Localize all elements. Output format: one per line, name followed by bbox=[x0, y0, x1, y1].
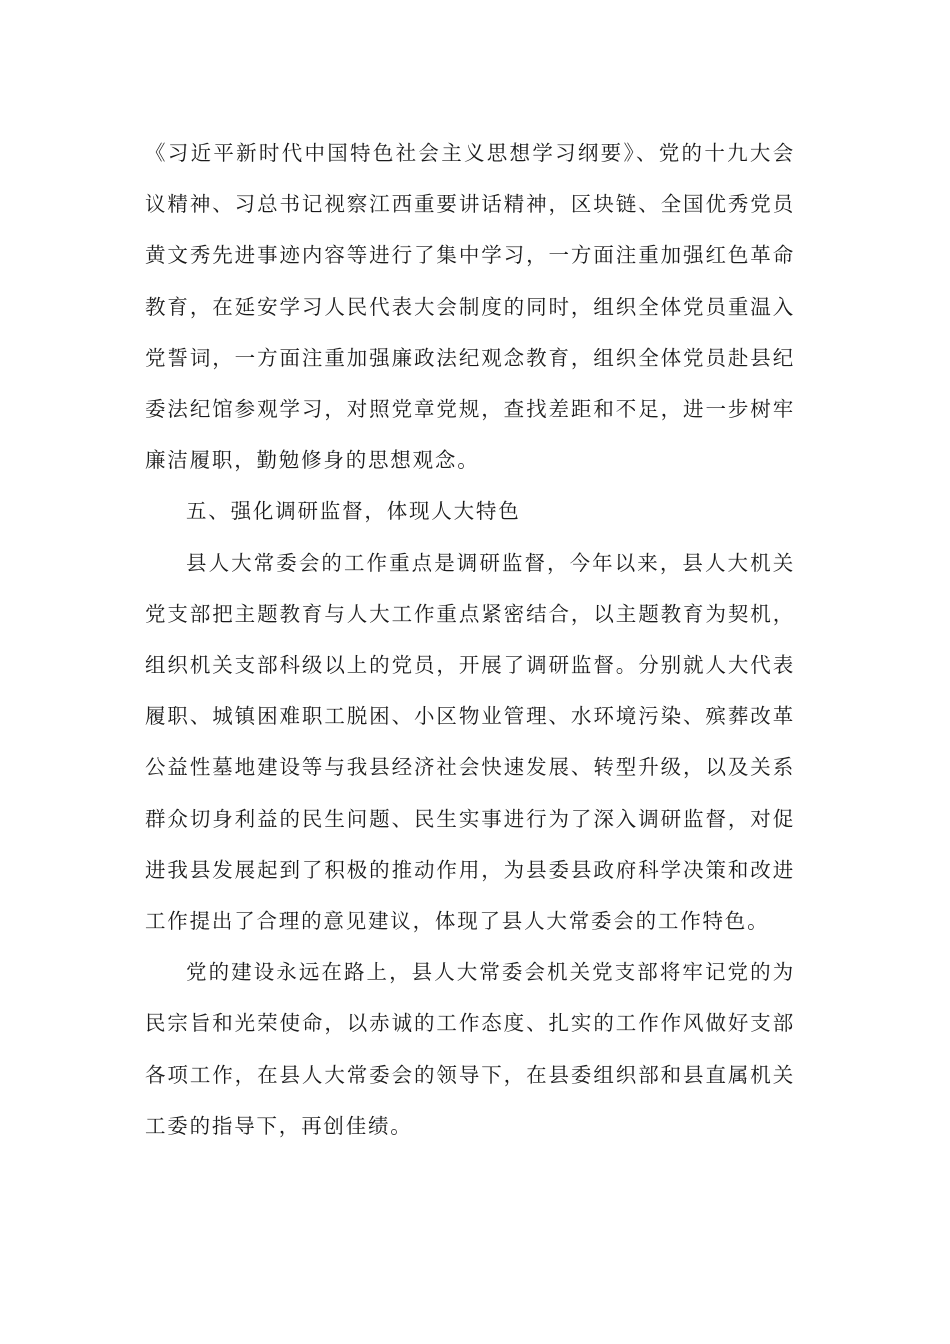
paragraph-party-study: 《习近平新时代中国特色社会主义思想学习纲要》、党的十九大会议精神、习总书记视察江西重要讲话精神，区块链、全国优秀党员黄文秀先进事迹内容等进行了集中学习，一方面注重加强红色革命教育，在延安学习人民代表大会制度的同时，组织全体党员重温入党誓词，一方面注重加强廉政法纪观念教育，组织全体党员赴县纪委法纪馆参观学习，对照党章党规，查找差距和不足，进一步树牢廉洁履职，勤勉修身的思想观念。 bbox=[145, 141, 795, 473]
paragraph-conclusion: 党的建设永远在路上，县人大常委会机关党支部将牢记党的为民宗旨和光荣使命，以赤诚的工作态度、扎实的工作作风做好支部各项工作，在县人大常委会的领导下，在县委组织部和县直属机关工委的指导下，再创佳绩。 bbox=[145, 960, 795, 1138]
paragraph-research-supervision: 县人大常委会的工作重点是调研监督，今年以来，县人大机关党支部把主题教育与人大工作重点紧密结合，以主题教育为契机，组织机关支部科级以上的党员，开展了调研监督。分别就人大代表履职、城镇困难职工脱困、小区物业管理、水环境污染、殡葬改革公益性墓地建设等与我县经济社会快速发展、转型升级，以及关系群众切身利益的民生问题、民生实事进行为了深入调研监督，对促进我县发展起到了积极的推动作用，为县委县政府科学决策和改进工作提出了合理的意见建议，体现了县人大常委会的工作特色。 bbox=[145, 550, 795, 934]
section-heading-research-supervision: 五、强化调研监督，体现人大特色 bbox=[186, 499, 521, 524]
document-body bbox=[145, 128, 795, 1152]
